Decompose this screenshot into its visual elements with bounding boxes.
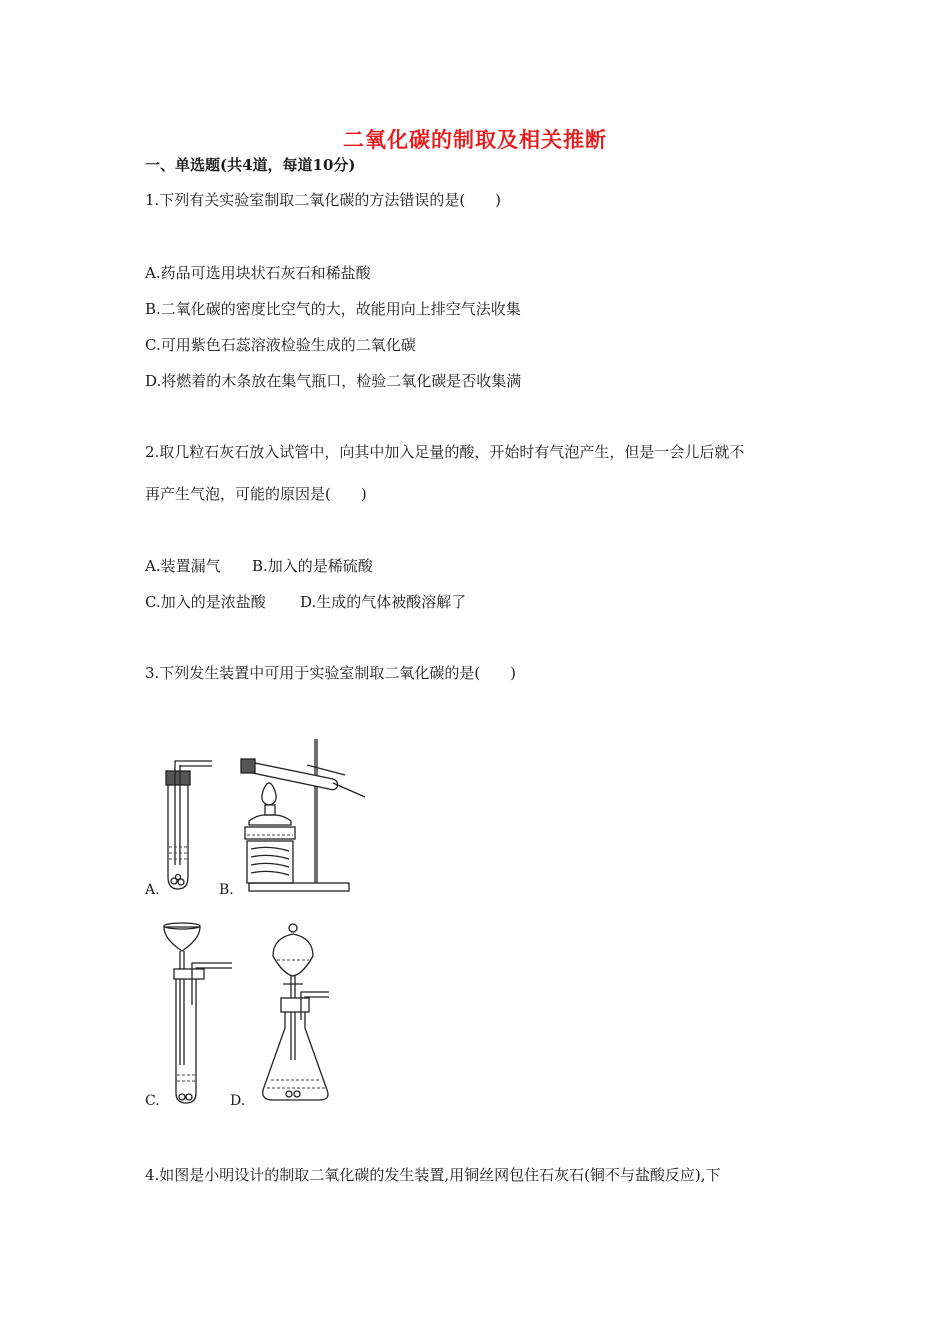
question-2-option-b: B.加入的是稀硫酸 bbox=[252, 557, 373, 575]
apparatus-d-label: D. bbox=[230, 1093, 246, 1109]
page-title: 二氧化碳的制取及相关推断 bbox=[343, 127, 607, 152]
question-2-option-c: C.加入的是浓盐酸 bbox=[145, 593, 266, 611]
question-2-option-a: A.装置漏气 bbox=[145, 557, 221, 575]
question-2-stem-line-2: 再产生气泡，可能的原因是( ) bbox=[145, 485, 367, 503]
question-2-option-d: D.生成的气体被酸溶解了 bbox=[300, 593, 467, 611]
question-2-stem-line-1: 2.取几粒石灰石放入试管中，向其中加入足量的酸，开始时有气泡产生，但是一会儿后就不 bbox=[145, 443, 745, 461]
apparatus-b-label: B. bbox=[219, 882, 234, 898]
question-3-stem: 3.下列发生装置中可用于实验室制取二氧化碳的是( ) bbox=[145, 664, 517, 682]
section-heading: 一、单选题(共4道，每道10分) bbox=[145, 156, 356, 174]
question-1-option-c: C.可用紫色石蕊溶液检验生成的二氧化碳 bbox=[145, 336, 416, 354]
apparatus-c-funnel-tube-icon bbox=[160, 915, 240, 1105]
question-4-stem: 4.如图是小明设计的制取二氧化碳的发生装置,用铜丝网包住石灰石(铜不与盐酸反应),下 bbox=[145, 1166, 721, 1184]
apparatus-c-label: C. bbox=[145, 1093, 160, 1109]
apparatus-b-heating-setup-icon bbox=[235, 735, 375, 895]
apparatus-a-test-tube-icon bbox=[160, 755, 220, 895]
question-1-option-b: B.二氧化碳的密度比空气的大，故能用向上排空气法收集 bbox=[145, 300, 521, 318]
question-1-option-a: A.药品可选用块状石灰石和稀盐酸 bbox=[145, 264, 371, 282]
apparatus-d-conical-flask-icon bbox=[255, 920, 365, 1110]
apparatus-a-label: A. bbox=[145, 882, 160, 898]
question-1-stem: 1.下列有关实验室制取二氧化碳的方法错误的是( ) bbox=[145, 191, 502, 209]
question-1-option-d: D.将燃着的木条放在集气瓶口，检验二氧化碳是否收集满 bbox=[145, 372, 522, 390]
